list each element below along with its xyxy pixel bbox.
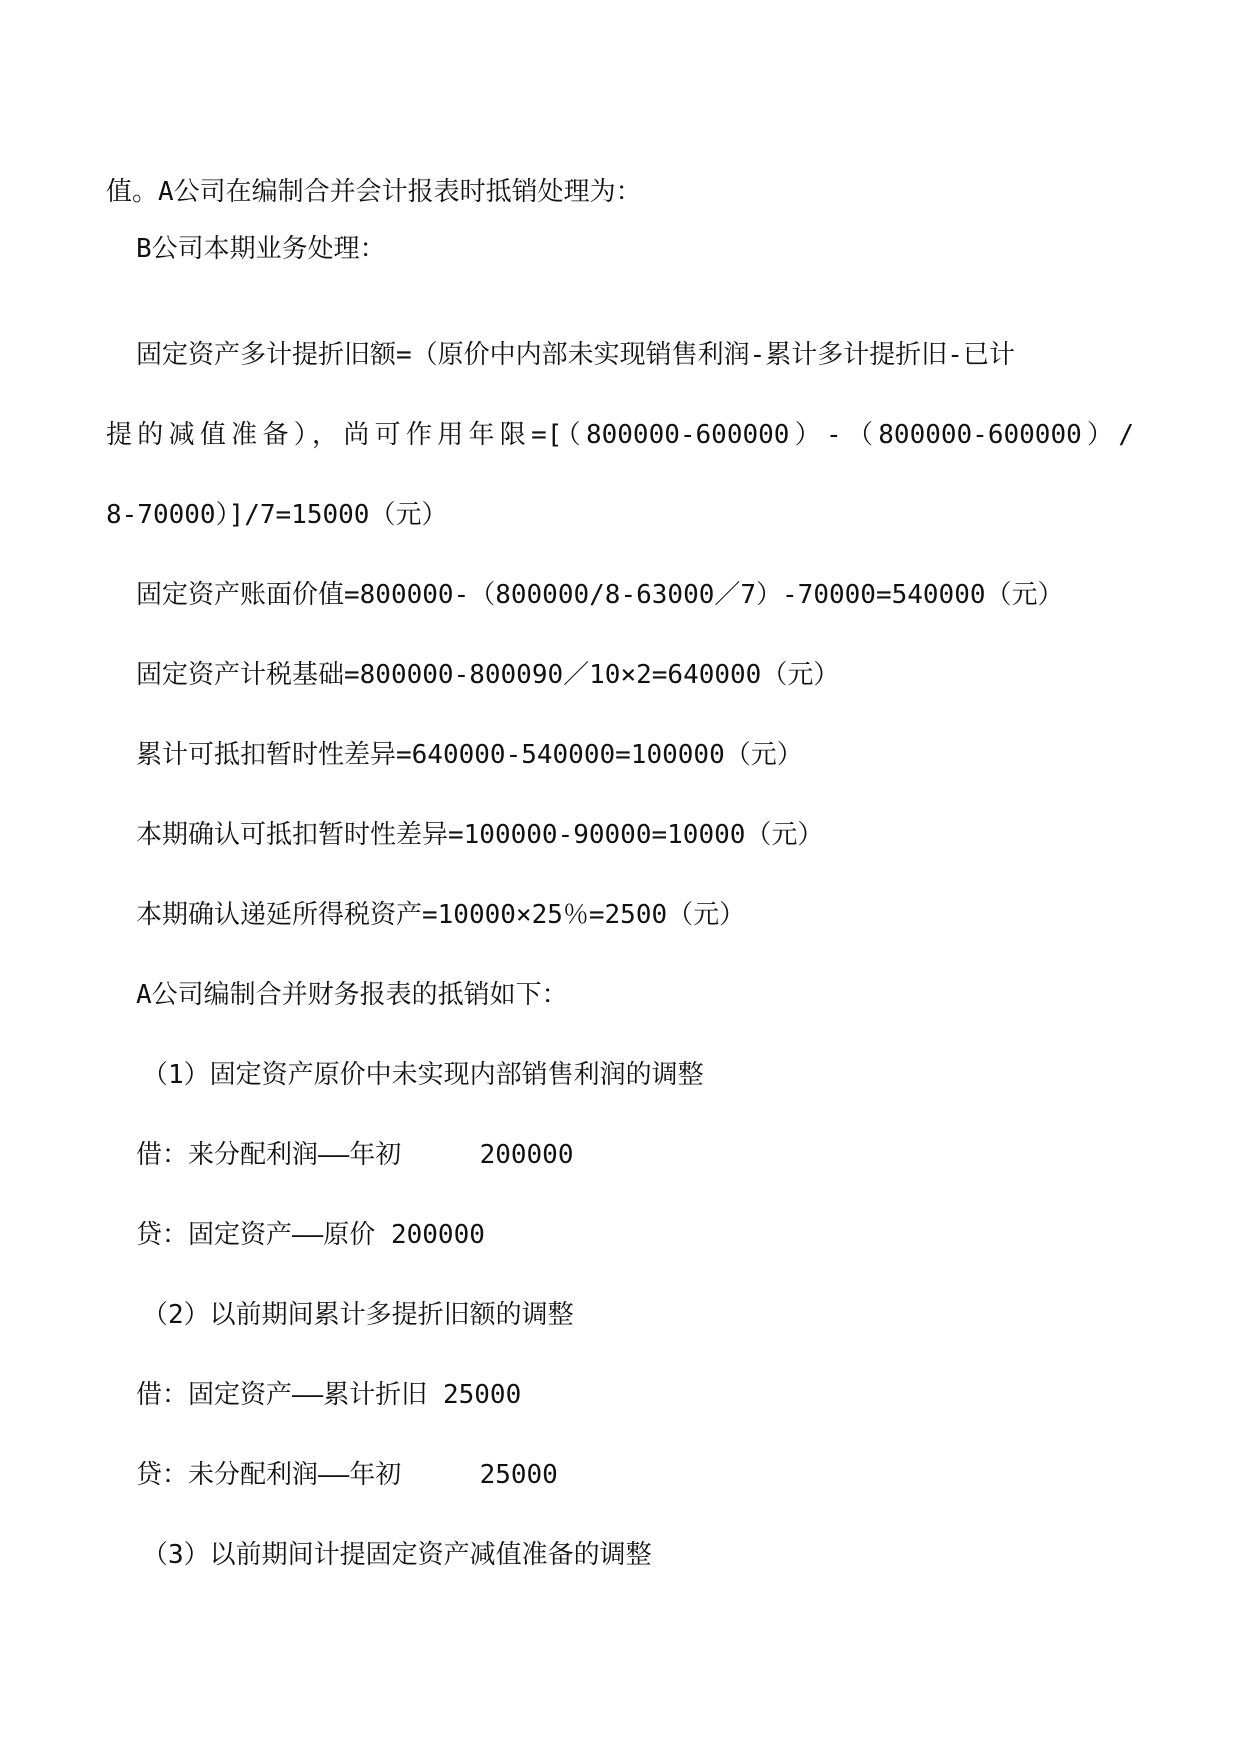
journal-entry-line: 借：来分配利润——年初 200000 bbox=[136, 1140, 574, 1170]
paragraph-line: 本期确认可抵扣暂时性差异=100000-90000=10000（元） bbox=[136, 820, 824, 850]
paragraph-line: 8-70000）]/7=15000（元） bbox=[106, 500, 448, 530]
paragraph-line: 固定资产多计提折旧额=（原价中内部未实现销售利润-累计多计提折旧-已计 bbox=[136, 340, 1015, 370]
journal-entry-line: 借：固定资产——累计折旧 25000 bbox=[136, 1380, 522, 1410]
paragraph-line: B公司本期业务处理： bbox=[136, 234, 386, 264]
journal-entry-line: 贷：未分配利润——年初 25000 bbox=[136, 1460, 558, 1490]
paragraph-line: （3）以前期间计提固定资产减值准备的调整 bbox=[142, 1540, 652, 1570]
paragraph-line: 本期确认递延所得税资产=10000×25％=2500（元） bbox=[136, 900, 746, 930]
paragraph-line: （2）以前期间累计多提折旧额的调整 bbox=[142, 1300, 574, 1330]
paragraph-line: （1）固定资产原价中未实现内部销售利润的调整 bbox=[142, 1060, 704, 1090]
paragraph-line: 固定资产账面价值=800000-（800000/8-63000／7）-70000=540000（元） bbox=[136, 580, 1064, 610]
paragraph-line: 值。A公司在编制合并会计报表时抵销处理为： bbox=[106, 177, 642, 207]
paragraph-line: A公司编制合并财务报表的抵销如下： bbox=[136, 980, 568, 1010]
journal-entry-line: 贷：固定资产——原价 200000 bbox=[136, 1220, 485, 1250]
paragraph-line: 固定资产计税基础=800000-800090／10×2=640000（元） bbox=[136, 660, 840, 690]
paragraph-line: 提的减值准备），尚可作用年限=[（800000-600000）-（800000-600000）/ bbox=[106, 420, 1134, 450]
paragraph-line: 累计可抵扣暂时性差异=640000-540000=100000（元） bbox=[136, 740, 803, 770]
